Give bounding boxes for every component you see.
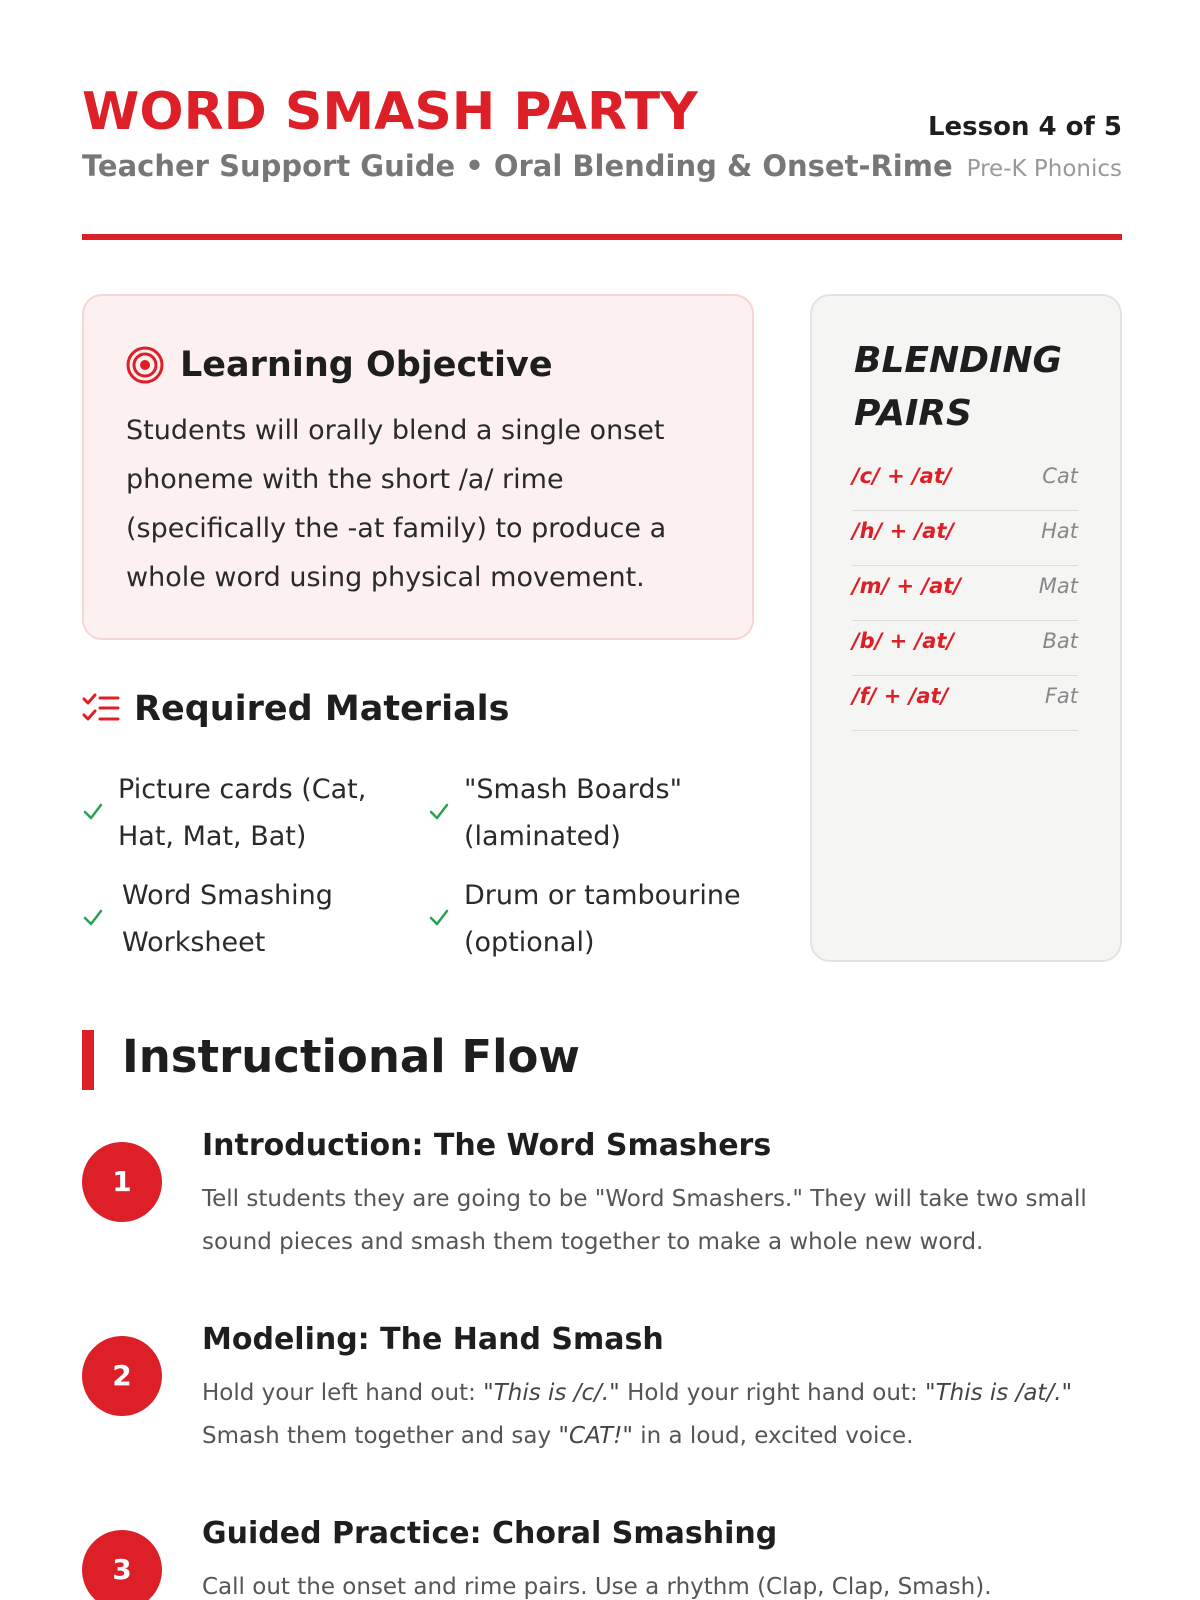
pair-formula: /c/ + /at/ — [852, 464, 952, 488]
blending-pairs-title: BLENDING PAIRS — [854, 340, 1063, 434]
step-title: Modeling: The Hand Smash — [202, 1322, 664, 1357]
page-subtitle: Teacher Support Guide • Oral Blending & Onset-Rime — [82, 149, 953, 183]
pair-row — [852, 566, 1078, 621]
check-icon — [428, 906, 450, 928]
step-text-part: Hold your right hand out: — [619, 1380, 926, 1406]
step-title: Guided Practice: Choral Smashing — [202, 1516, 778, 1551]
target-icon — [126, 346, 164, 384]
material-label: Picture cards (Cat, Hat, Mat, Bat) — [118, 774, 367, 852]
instructional-flow-title: Instructional Flow — [122, 1030, 580, 1083]
check-icon — [82, 906, 104, 928]
step-number-badge: 2 — [82, 1336, 162, 1416]
pair-word: Fat — [1044, 684, 1078, 708]
learning-objective-card — [82, 294, 754, 640]
step-text: Tell students they are going to be "Word Smashers." They will take two small sound pieces and smash them together to make a whole new word. — [202, 1186, 1087, 1255]
objective-title: Learning Objective — [180, 345, 553, 385]
check-icon — [428, 800, 450, 822]
step-quote: "CAT!" — [558, 1423, 633, 1449]
pair-row — [852, 621, 1078, 676]
blending-pairs-card — [810, 294, 1122, 962]
step-number-badge: 3 — [82, 1530, 162, 1600]
section-accent-bar — [82, 1030, 94, 1090]
pair-formula: /b/ + /at/ — [852, 629, 955, 653]
pair-word: Mat — [1038, 574, 1078, 598]
material-label: Word Smashing Worksheet — [122, 880, 333, 958]
check-icon — [82, 800, 104, 822]
pair-formula: /m/ + /at/ — [852, 574, 961, 598]
page-title: WORD SMASH PARTY — [82, 82, 698, 142]
pair-formula: /f/ + /at/ — [852, 684, 949, 708]
step-text-part: in a loud, excited voice. — [632, 1423, 914, 1449]
step-text-part: Smash them together and say — [202, 1423, 559, 1449]
step-text: Call out the onset and rime pairs. Use a rhythm (Clap, Clap, Smash). — [202, 1574, 992, 1600]
grade-level: Pre-K Phonics — [966, 156, 1122, 182]
step-quote: "This is /c/." — [483, 1380, 620, 1406]
page-header — [82, 80, 1122, 240]
pair-word: Hat — [1041, 519, 1078, 543]
step-number-badge: 1 — [82, 1142, 162, 1222]
pair-word: Cat — [1042, 464, 1078, 488]
lesson-number: Lesson 4 of 5 — [927, 112, 1122, 142]
step-title: Introduction: The Word Smashers — [202, 1128, 772, 1163]
pair-word: Bat — [1042, 629, 1078, 653]
pair-row — [852, 511, 1078, 566]
materials-title: Required Materials — [134, 689, 510, 729]
checklist-icon — [82, 692, 120, 726]
material-label: "Smash Boards" (laminated) — [464, 774, 683, 852]
material-label: Drum or tambourine (optional) — [464, 880, 741, 958]
pair-row — [852, 456, 1078, 511]
step-text-part: Hold your left hand out: — [202, 1380, 484, 1406]
step-quote: "This is /at/." — [925, 1380, 1073, 1406]
header-divider — [82, 234, 1122, 240]
lesson-page — [82, 0, 1122, 1600]
pair-row — [852, 676, 1078, 731]
pair-formula: /h/ + /at/ — [852, 519, 955, 543]
step-text — [202, 1372, 1102, 1458]
objective-text: Students will orally blend a single onset phoneme with the short /a/ rime (specifically the -at family) to produce a whole word using physical movement. — [126, 415, 667, 593]
